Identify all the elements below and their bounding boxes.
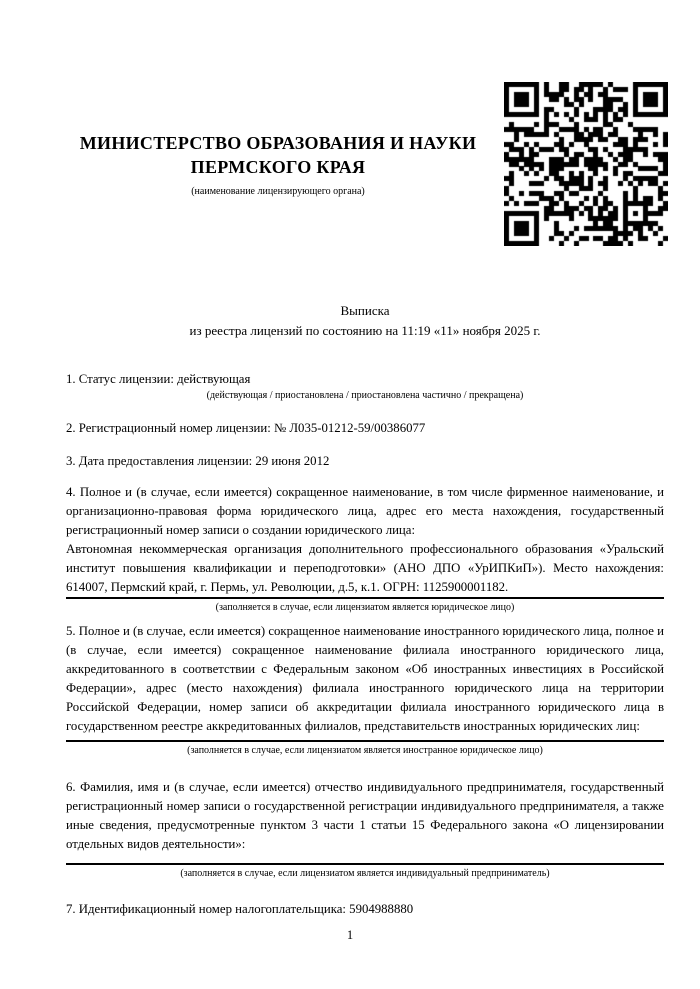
org-name-line2: ПЕРМСКОГО КРАЯ	[190, 157, 366, 177]
section-foreign-entity	[66, 622, 664, 757]
section-taxpayer-number	[66, 900, 664, 919]
legal-entity-label: 4. Полное и (в случае, если имеется) сокращенное наименование, в том числе фирменное наименование, и организационно-правовая форма юридического лица, адрес его места нахождения, государственный регистрационный номер записи о создании юридического лица:	[66, 485, 664, 537]
section-license-status	[66, 370, 664, 402]
page-number: 1	[346, 928, 354, 942]
registration-number-text: 2. Регистрационный номер лицензии: № Л035-01212-59/00386077	[66, 421, 426, 435]
legal-entity-rule	[66, 597, 664, 599]
document-title-line1: Выписка	[340, 303, 390, 318]
document-title-line2: из реестра лицензий по состоянию на 11:19 «11» ноября 2025 г.	[189, 323, 541, 338]
section-license-date	[66, 452, 664, 471]
taxpayer-number-text: 7. Идентификационный номер налогоплательщика: 5904988880	[66, 902, 414, 916]
license-status-options-caption: (действующая / приостановлена / приостановлена частично / прекращена)	[206, 390, 524, 401]
foreign-entity-caption: (заполняется в случае, если лицензиатом является иностранное юридическое лицо)	[187, 745, 543, 756]
foreign-entity-label: 5. Полное и (в случае, если имеется) сокращенное наименование иностранного юридического лица, полное и (в случае, если имеется) сокращенное наименование филиала иностранного юридического лица, аккредитованного в соответствии с Федеральным законом «Об иностранных инвестициях в Российской Федерации», адрес (место нахождения) филиала иностранного юридического лица на территории Российской Федерации, номер записи об аккредитации филиала иностранного юридического лица в государственном реестре аккредитованных филиалов, представительств иностранных юридических лиц:	[66, 624, 664, 733]
licensing-authority-header	[66, 131, 490, 198]
individual-entrepreneur-rule	[66, 863, 664, 865]
section-registration-number	[66, 419, 664, 438]
qr-code-icon	[504, 82, 668, 246]
individual-entrepreneur-label: 6. Фамилия, имя и (в случае, если имеется) отчество индивидуального предпринимателя, государственный регистрационный номер записи о государственной регистрации индивидуального предпринимателя, а также иные сведения, предусмотренные пунктом 3 части 1 статьи 15 Федерального закона «О лицензировании отдельных видов деятельности»:	[66, 780, 664, 851]
licensing-authority-caption: (наименование лицензирующего органа)	[191, 186, 365, 197]
section-legal-entity	[66, 483, 664, 614]
license-status-text: 1. Статус лицензии: действующая	[66, 372, 251, 386]
legal-entity-caption: (заполняется в случае, если лицензиатом является юридическое лицо)	[215, 602, 515, 613]
legal-entity-value: Автономная некоммерческая организация дополнительного профессионального образования «Уральский институт повышения квалификации и переподготовки» (АНО ДПО «УрИПКиП»). Место нахождения: 614007, Пермский край, г. Пермь, ул. Революции, д.5, к.1. ОГРН: 1125900001182.	[66, 542, 664, 594]
document-body	[66, 370, 664, 919]
licensing-authority-name	[66, 131, 490, 179]
document-title	[66, 301, 664, 341]
section-individual-entrepreneur	[66, 778, 664, 880]
individual-entrepreneur-caption: (заполняется в случае, если лицензиатом является индивидуальный предприниматель)	[180, 868, 550, 879]
license-date-text: 3. Дата предоставления лицензии: 29 июня 2012	[66, 454, 330, 468]
org-name-line1: МИНИСТЕРСТВО ОБРАЗОВАНИЯ И НАУКИ	[79, 133, 477, 153]
foreign-entity-rule	[66, 740, 664, 742]
